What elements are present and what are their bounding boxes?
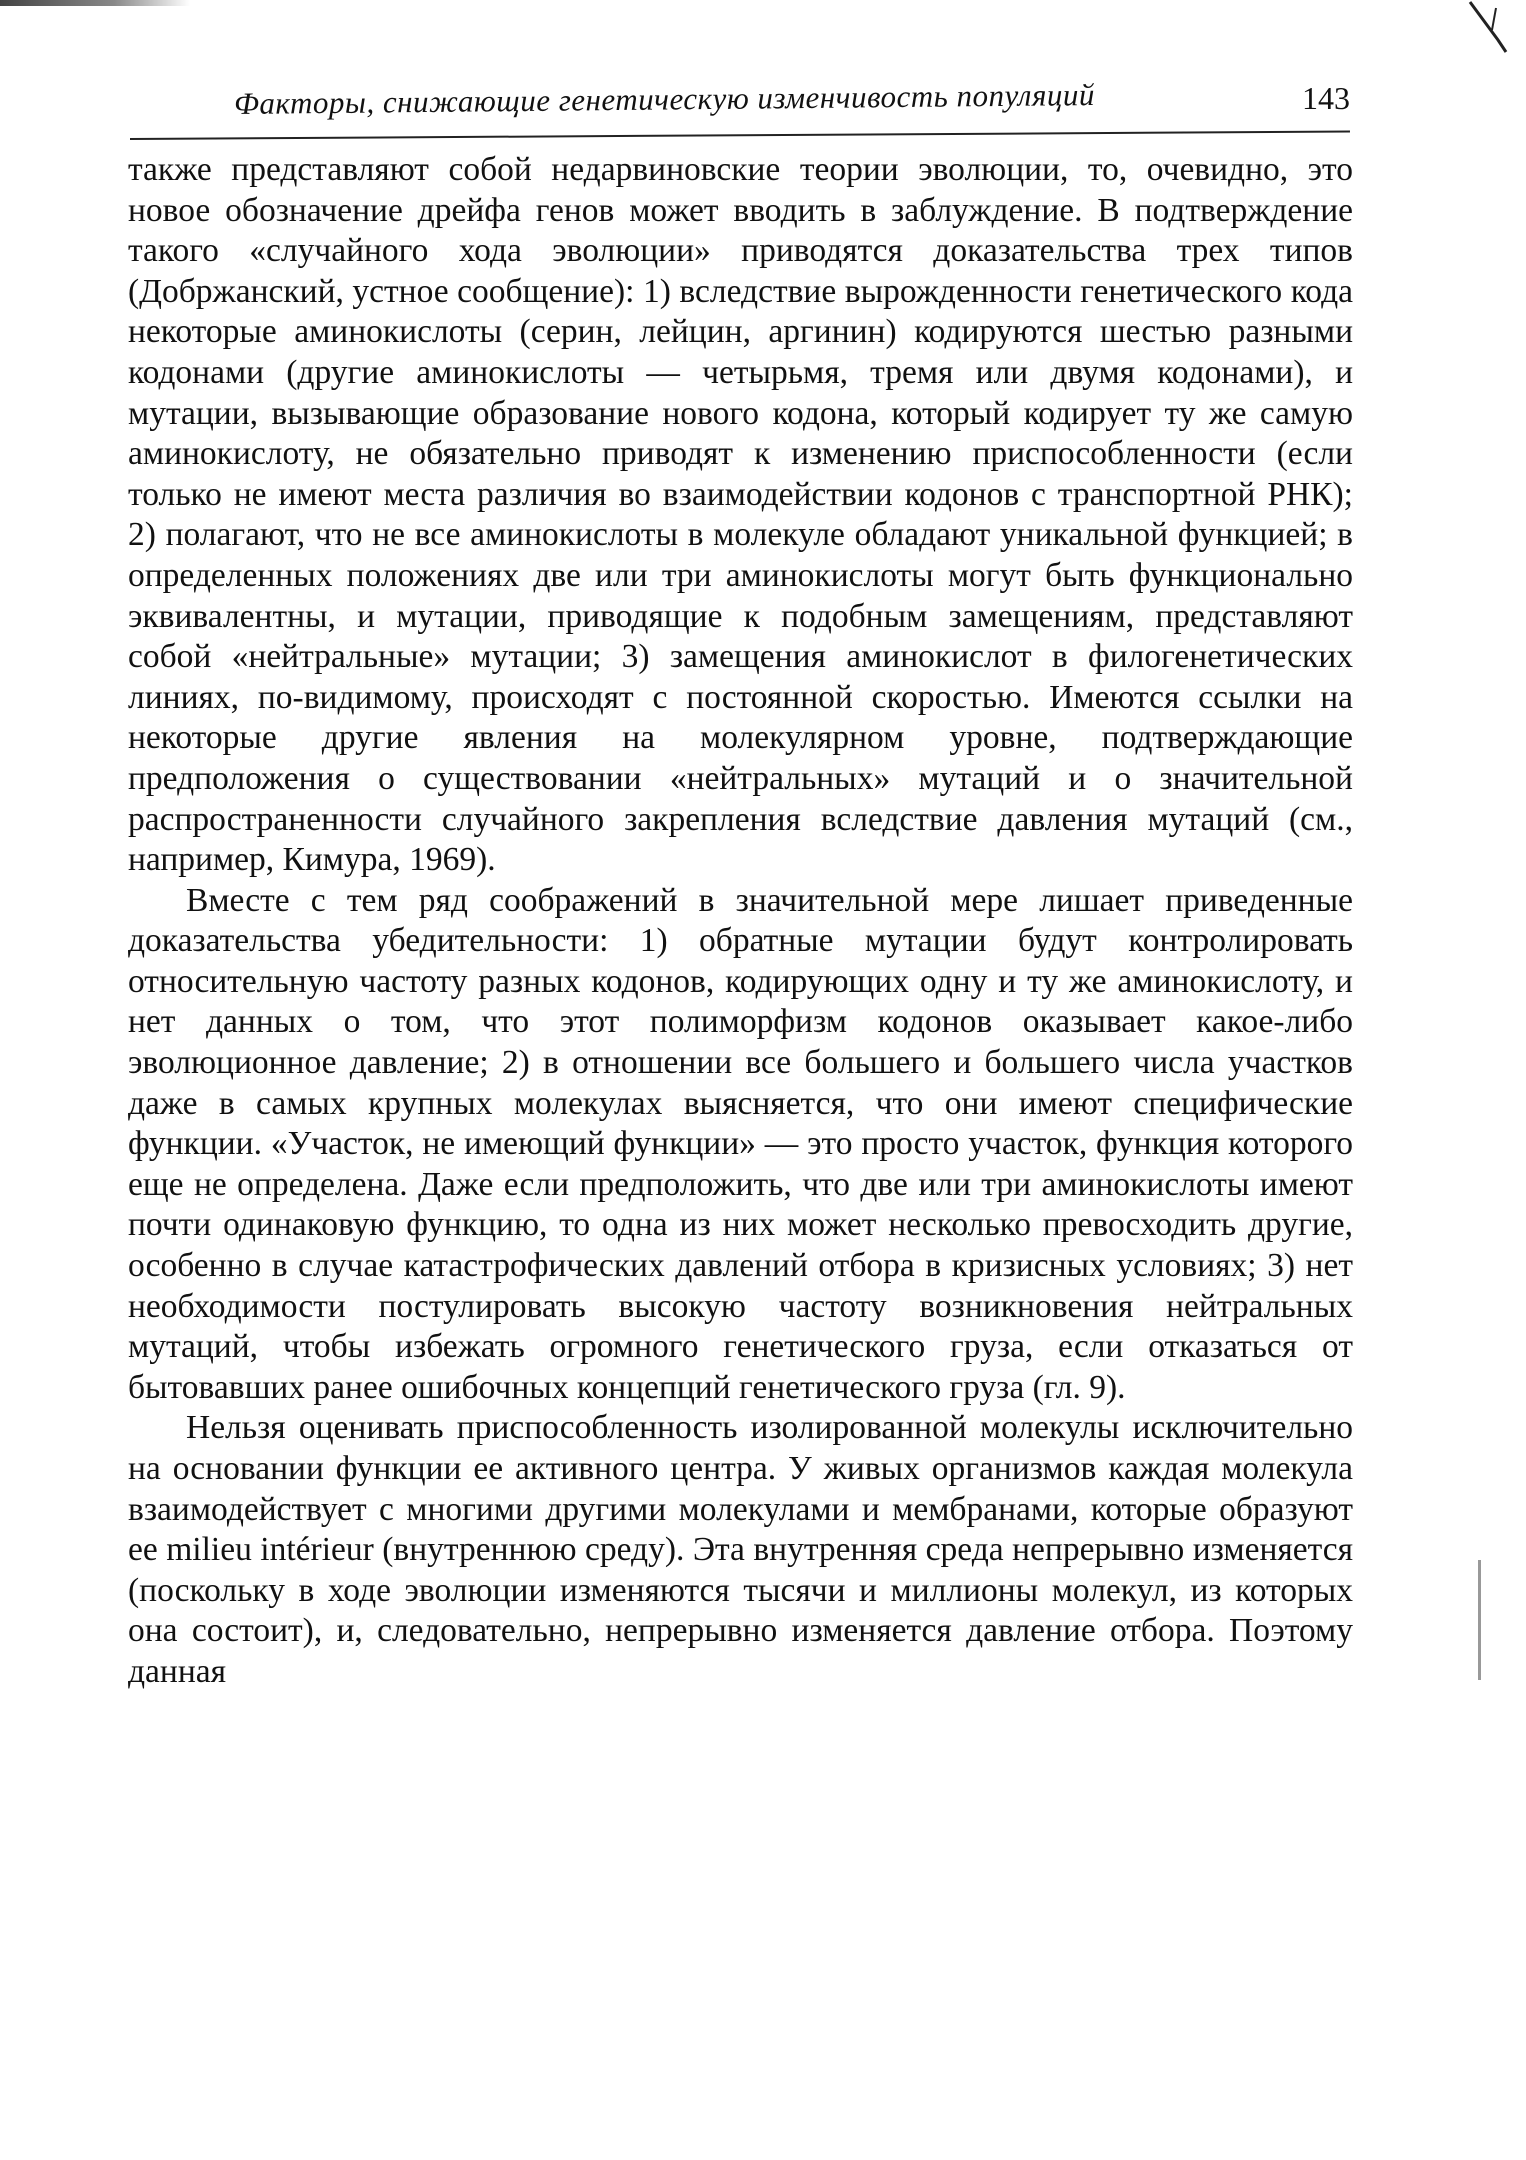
- paragraph-1: также представляют собой недарвиновские теории эволюции, то, очевидно, это новое обозначение дрейфа генов может вводить в заблуждение. В подтверждение такого «случайного хода эволюции» приводятся доказательства трех типов (Добржанский, устное сообщение): 1) вследствие вырожденности генетического кода некоторые аминокислоты (серин, лейцин, аргинин) кодируются шестью разными кодонами (другие аминокислоты — четырьмя, тремя или двумя кодонами), и мутации, вызывающие образование нового кодона, который кодирует ту же самую аминокислоту, не обязательно приводят к изменению приспособленности (если только не имеют места различия во взаимодействии кодонов с транспортной РНК); 2) полагают, что не все аминокислоты в молекуле обладают уникальной функцией; в определенных положениях две или три аминокислоты могут быть функционально эквивалентны, и мутации, приводящие к подобным замещениям, представляют собой «нейтральные» мутации; 3) замещения аминокислот в филогенетических линиях, по-видимому, происходят с постоянной скоростью. Имеются ссылки на некоторые другие явления на молекулярном уровне, подтверждающие предположения о существовании «нейтральных» мутаций и о значительной распространенности случайного закрепления вследствие давления мутаций (см., например, Кимура, 1969).: [128, 151, 1353, 879]
- body-text: [128, 150, 1353, 1693]
- header-rule: [130, 131, 1350, 140]
- page-number: 143: [1302, 80, 1350, 116]
- scan-artifact-stroke-icon: [1468, 0, 1508, 55]
- paragraph-3: Нельзя оценивать приспособленность изолированной молекулы исключительно на основании функции ее активного центра. У живых организмов каждая молекула взаимодействует с многими другими молекулами и мембранами, которые образуют ее milieu intérieur (внутреннюю среду). Эта внутренняя среда непрерывно изменяется (поскольку в ходе эволюции изменяются тысячи и миллионы молекул, из которых она состоит), и, следовательно, непрерывно изменяется давление отбора. Поэтому данная: [128, 1409, 1353, 1690]
- scan-edge-artifact: [1478, 1560, 1481, 1680]
- running-title: Факторы, снижающие генетическую изменчивость популяций: [233, 76, 1096, 121]
- scan-edge-mark: [0, 0, 190, 6]
- running-head: [130, 76, 1350, 140]
- paragraph-2: Вместе с тем ряд соображений в значительной мере лишает приведенные доказательства убедительности: 1) обратные мутации будут контролировать относительную частоту разных кодонов, кодирующих одну и ту же аминокислоту, и нет данных о том, что этот полиморфизм кодонов оказывает какое-либо эволюционное давление; 2) в отношении все большего и большего числа участков даже в самых крупных молекулах выясняется, что они имеют специфические функции. «Участок, не имеющий функции» — это просто участок, функция которого еще не определена. Даже если предположить, что две или три аминокислоты имеют почти одинаковую функцию, то одна из них может несколько превосходить другие, особенно в случае катастрофических давлений отбора в кризисных условиях; 3) нет необходимости постулировать высокую частоту возникновения нейтральных мутаций, чтобы избежать огромного генетического груза, если отказаться от бытовавших ранее ошибочных концепций генетического груза (гл. 9).: [128, 881, 1353, 1406]
